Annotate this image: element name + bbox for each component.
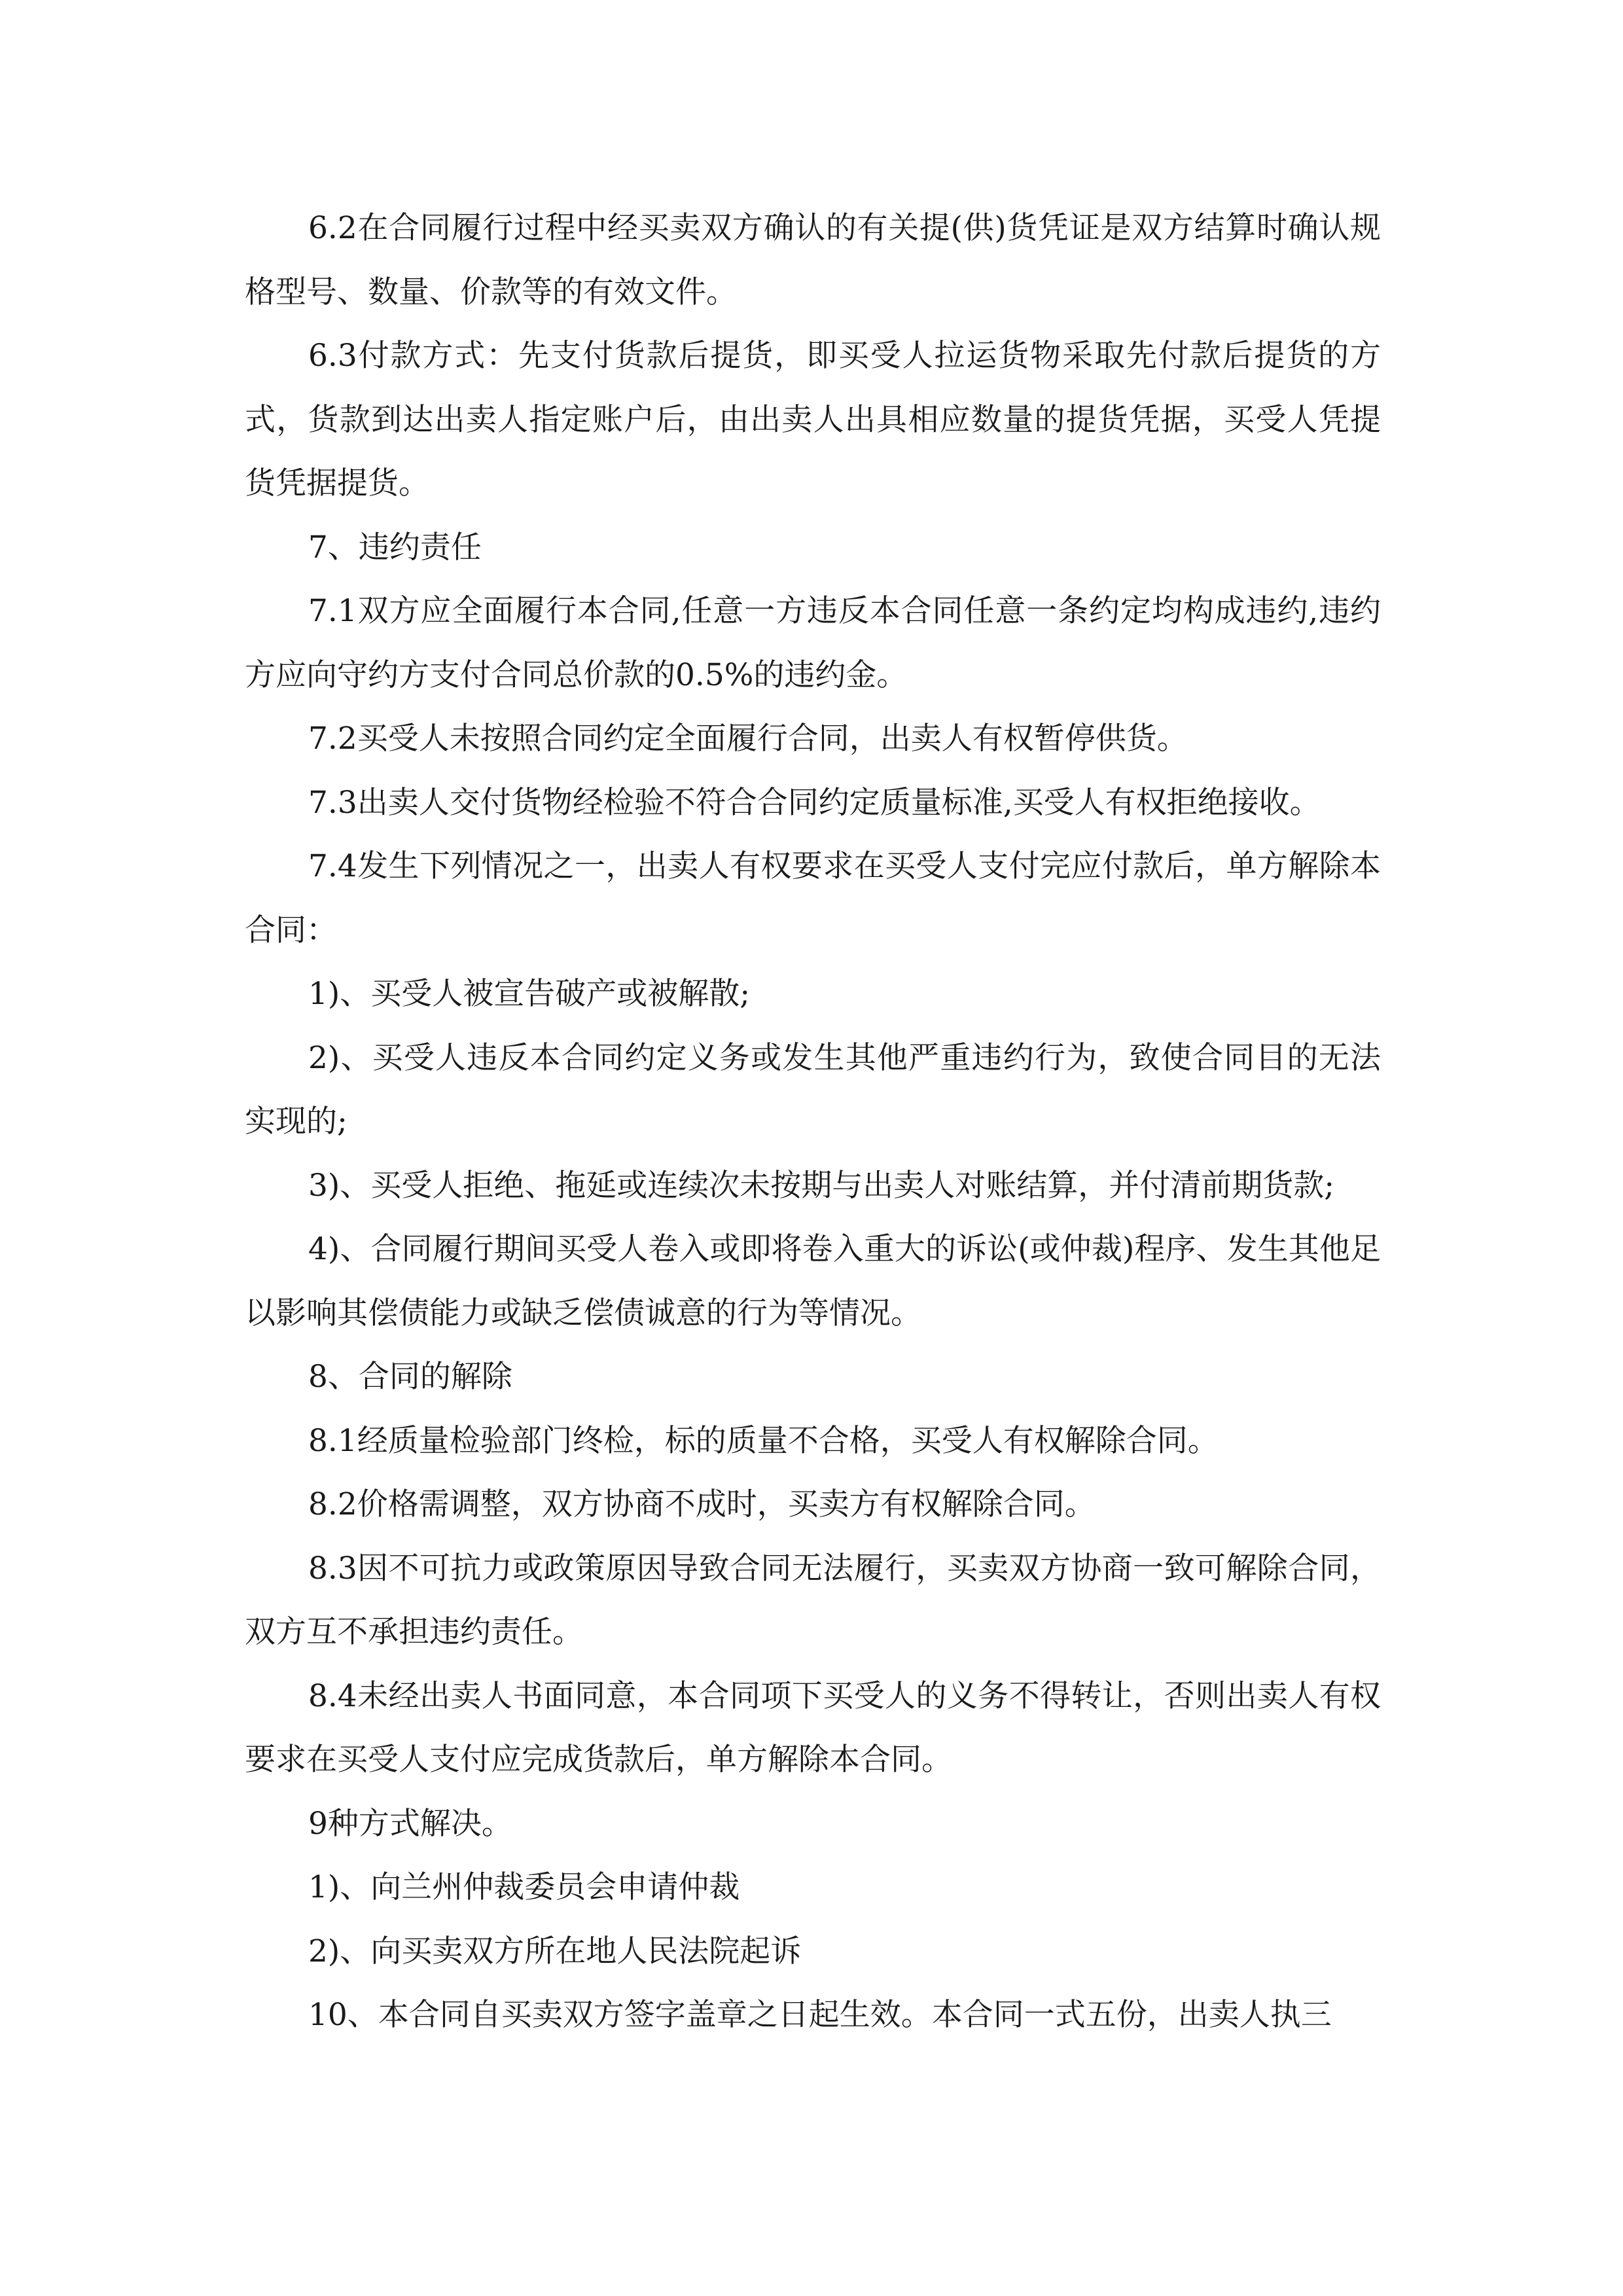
clause-6-3: 6.3付款方式：先支付货款后提货，即买受人拉运货物采取先付款后提货的方式，货款到达出卖人指定账户后，由出卖人出具相应数量的提货凭据，买受人凭提货凭据提货。	[245, 338, 1381, 501]
clause-8-1: 8.1经质量检验部门终检，标的质量不合格，买受人有权解除合同。	[308, 1422, 1219, 1459]
section-7-heading: 7、违约责任	[308, 529, 482, 565]
section-10: 10、本合同自买卖双方签字盖章之日起生效。本合同一式五份，出卖人执三	[308, 1997, 1332, 2033]
clause-7-2: 7.2买受人未按照合同约定全面履行合同，出卖人有权暂停供货。	[308, 721, 1188, 757]
clause-7-4-item-4: 4)、合同履行期间买受人卷入或即将卷入重大的诉讼(或仲裁)程序、发生其他足以影响其偿债能力或缺乏偿债诚意的行为等情况。	[245, 1231, 1381, 1331]
clause-7-3: 7.3出卖人交付货物经检验不符合合同约定质量标准,买受人有权拒绝接收。	[308, 784, 1321, 821]
clause-7-4-item-3: 3)、买受人拒绝、拖延或连续次未按期与出卖人对账结算，并付清前期货款;	[308, 1167, 1335, 1204]
clause-6-2: 6.2在合同履行过程中经买卖双方确认的有关提(供)货凭证是双方结算时确认规格型号、数量、价款等的有效文件。	[245, 210, 1381, 310]
section-9-item-1: 1)、向兰州仲裁委员会申请仲裁	[308, 1869, 740, 1905]
section-9-heading: 9种方式解决。	[308, 1805, 512, 1842]
clause-8-4: 8.4未经出卖人书面同意，本合同项下买受人的义务不得转让，否则出卖人有权要求在买受人支付应完成货款后，单方解除本合同。	[245, 1677, 1381, 1778]
clause-8-2: 8.2价格需调整，双方协商不成时，买卖方有权解除合同。	[308, 1486, 1096, 1522]
document-body	[245, 196, 1381, 2047]
clause-7-4-item-1: 1)、买受人被宣告破产或被解散;	[308, 976, 751, 1012]
section-8-heading: 8、合同的解除	[308, 1359, 512, 1395]
clause-7-4: 7.4发生下列情况之一，出卖人有权要求在买受人支付完应付款后，单方解除本合同：	[245, 848, 1381, 948]
clause-7-4-item-2: 2)、买受人违反本合同约定义务或发生其他严重违约行为，致使合同目的无法实现的;	[245, 1039, 1381, 1139]
clause-8-3: 8.3因不可抗力或政策原因导致合同无法履行，买卖双方协商一致可解除合同，双方互不承担违约责任。	[245, 1550, 1381, 1650]
section-9-item-2: 2)、向买卖双方所在地人民法院起诉	[308, 1933, 802, 1969]
clause-7-1: 7.1双方应全面履行本合同,任意一方违反本合同任意一条约定均构成违约,违约方应向守约方支付合同总价款的0.5%的违约金。	[245, 593, 1381, 693]
